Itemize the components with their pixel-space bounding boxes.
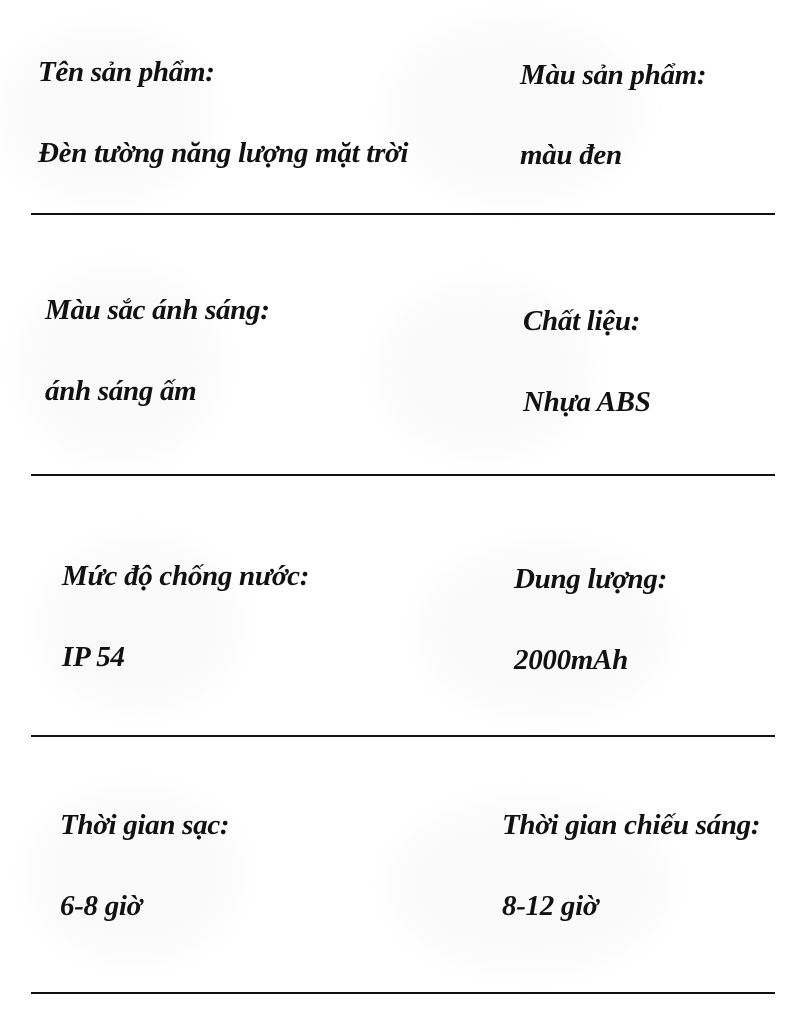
spec-label-lighting-time: Thời gian chiếu sáng: <box>502 809 761 841</box>
spec-value-light-color: ánh sáng ấm <box>45 375 197 407</box>
section-divider <box>31 213 775 215</box>
spec-value-material: Nhựa ABS <box>523 386 651 418</box>
spec-value-product-color: màu đen <box>520 139 622 171</box>
background-blob <box>390 20 640 200</box>
spec-label-product-name: Tên sản phẩm: <box>38 56 215 88</box>
section-divider <box>31 735 775 737</box>
spec-value-waterproof-level: IP 54 <box>62 641 125 673</box>
section-divider <box>31 474 775 476</box>
spec-label-waterproof-level: Mức độ chống nước: <box>62 560 310 592</box>
spec-label-product-color: Màu sản phẩm: <box>520 59 707 91</box>
spec-label-capacity: Dung lượng: <box>514 563 667 595</box>
spec-label-material: Chất liệu: <box>523 305 641 337</box>
spec-value-capacity: 2000mAh <box>514 644 628 676</box>
spec-value-lighting-time: 8-12 giờ <box>502 890 599 922</box>
spec-value-charging-time: 6-8 giờ <box>60 890 142 922</box>
spec-label-charging-time: Thời gian sạc: <box>60 809 230 841</box>
spec-label-light-color: Màu sắc ánh sáng: <box>45 294 270 326</box>
section-divider <box>31 992 775 994</box>
spec-value-product-name: Đèn tường năng lượng mặt trời <box>38 137 409 169</box>
